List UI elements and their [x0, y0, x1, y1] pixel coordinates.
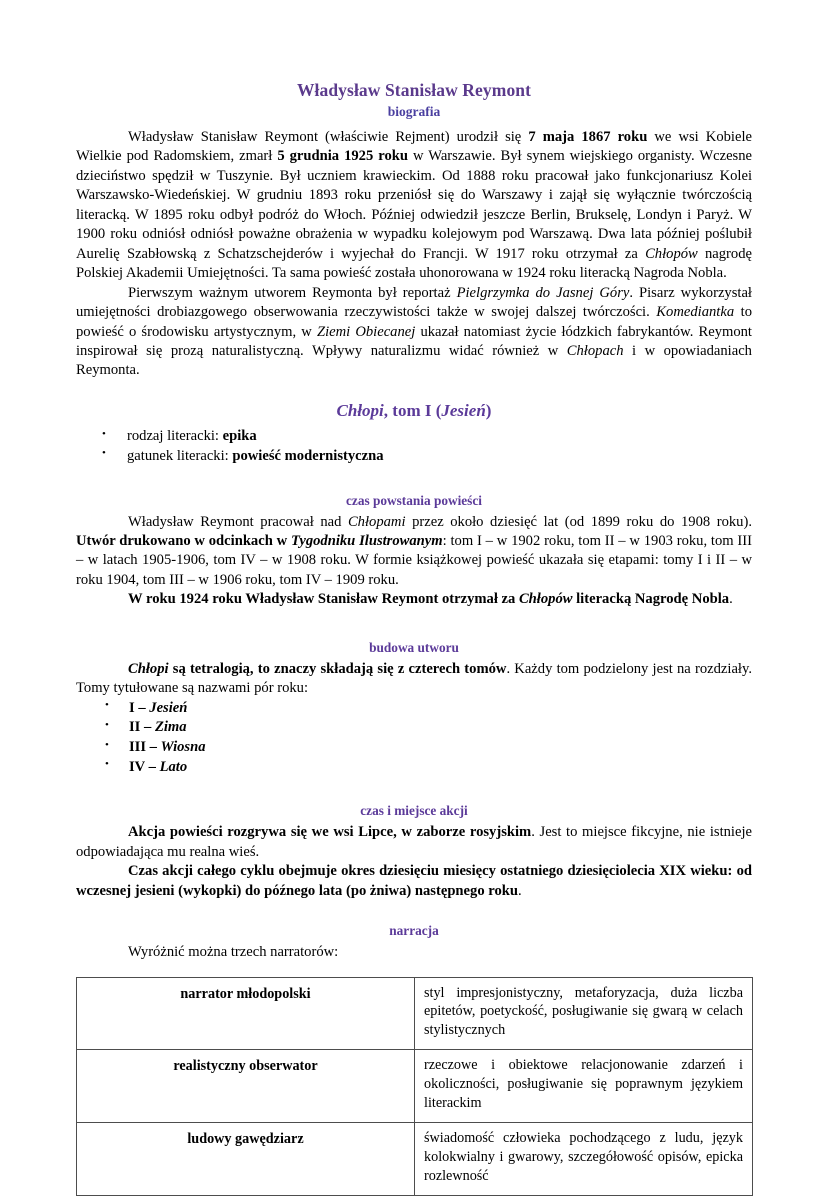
cp-p1-seg3: : tom I – w 1902 roku, tom II – w 1903 roku, tom III – w latach 1905-1906, tom IV – w 1908 roku. W formie książkowej powieść ukazała się etapami: tomy I i II – w roku 1904, tom III – w 1906 roku, tom IV – 1909 roku.: [76, 533, 752, 588]
section-title-italic-chlopi: Chłopi: [337, 401, 384, 420]
czas-miejsce-paragraph-2: [76, 862, 752, 901]
narrators-table-body: [77, 977, 753, 1196]
narrator-description: styl impresjonistyczny, metaforyzacja, duża liczba epitetów, poetyckość, posługiwanie się gwarą w celach stylistycznych: [415, 977, 753, 1050]
bio-p2-title-komediantka: Komediantka: [656, 304, 734, 320]
cp-p2-bold2: literacką Nagrodę Nobla: [572, 591, 729, 607]
document-content: [76, 0, 752, 1196]
bio-p2-seg5: i w opowiadaniach Reymonta.: [76, 343, 752, 378]
bio-p2-seg4: ukazał natomiast życie łódzkich fabrykantów. Reymont inspirował się prozą naturalistyczną. Wpływy naturalizmu widać również w: [76, 324, 752, 359]
list-item: [76, 718, 752, 738]
cp-p1-title-tygodnik: Tygodniku Ilustrowanym: [291, 533, 443, 549]
subheading-narracja: narracja: [76, 923, 752, 939]
cp-p2-bold1: W roku 1924 roku Władysław Stanisław Reymont otrzymał za: [128, 591, 519, 607]
list-item: [76, 427, 752, 447]
volumes-list: [76, 699, 752, 778]
cp-p2-seg1: .: [729, 591, 733, 607]
narrator-type: realistyczny obserwator: [77, 1050, 415, 1123]
bio-p1-deathdate: 5 grudnia 1925 roku: [277, 148, 408, 164]
cm-p2-seg1: .: [518, 883, 522, 899]
list-item: [76, 699, 752, 719]
bio-p2-title-pielgrzymka: Pielgrzymka do Jasnej Góry: [457, 285, 630, 301]
bio-p2-seg2: . Pisarz wykorzystał umiejętności drobiazgowego obserwowania rzeczywistości także w swojej dalszej twórczości.: [76, 285, 752, 320]
bu-p1-title-chlopi: Chłopi: [128, 661, 169, 677]
bio-p2-seg1: Pierwszym ważnym utworem Reymonta był reportaż: [128, 285, 457, 301]
cp-p1-title-chlopami: Chłopami: [348, 514, 406, 530]
bio-p1-seg2: we wsi Kobiele Wielkie pod Radomskiem, zmarł: [76, 129, 752, 164]
bio-p2-seg3: to powieść o środowisku artystycznym, w: [76, 304, 752, 339]
bu-p1-bold1: są tetralogią, to znaczy składają się z czterech tomów: [169, 661, 507, 677]
volume-number: I –: [129, 700, 149, 716]
list-item: [76, 758, 752, 778]
czas-powstania-paragraph-1: [76, 513, 752, 591]
chlopi-genre-list: [76, 427, 752, 466]
cm-p2-bold1: Czas akcji całego cyklu obejmuje okres dziesięciu miesięcy ostatniego dziesięciolecia XIX wieku: od wczesnej jesieni (wykopki) do późnego lata (po żniwa) następnego roku: [76, 863, 752, 898]
bio-p1-title-chlopow: Chłopów: [645, 246, 698, 262]
czas-powstania-paragraph-2: [76, 590, 752, 609]
narrators-table: [76, 977, 753, 1196]
narrator-description: świadomość człowieka pochodzącego z ludu, język kolokwialny i gwarowy, szczegółowość opisów, epicka rozlewność: [415, 1123, 753, 1196]
volume-number: III –: [129, 739, 161, 755]
table-row: [77, 1050, 753, 1123]
cp-p2-title-chlopow: Chłopów: [519, 591, 573, 607]
bio-p2-title-chlopach: Chłopach: [567, 343, 624, 359]
cm-p1-bold1: Akcja powieści rozgrywa się we wsi Lipce, w zaborze rosyjskim: [128, 824, 531, 840]
list-item: [76, 447, 752, 467]
list-item: [76, 738, 752, 758]
section-title-italic-jesien: Jesień: [441, 401, 485, 420]
volume-number: IV –: [129, 759, 160, 775]
volume-name: Jesień: [149, 700, 187, 716]
volume-number: II –: [129, 719, 155, 735]
subheading-czas-i-miejsce-akcji: czas i miejsce akcji: [76, 803, 752, 819]
page-subtitle: biografia: [76, 101, 752, 120]
cp-p1-seg1: Władysław Reymont pracował nad: [128, 514, 348, 530]
subheading-budowa-utworu: budowa utworu: [76, 640, 752, 656]
subheading-czas-powstania: czas powstania powieści: [76, 493, 752, 509]
bio-p1-seg4: nagrodę Polskiej Akademii Umiejętności. Ta sama powieść została uhonorowana w 1924 roku literacką Nagroda Nobla.: [76, 246, 752, 281]
bullet-value: epika: [223, 428, 257, 444]
cp-p1-bold1: Utwór drukowano w odcinkach w: [76, 533, 291, 549]
volume-name: Wiosna: [161, 739, 206, 755]
narrator-type: ludowy gawędziarz: [77, 1123, 415, 1196]
narracja-intro: Wyróżnić można trzech narratorów:: [76, 943, 752, 962]
czas-miejsce-paragraph-1: [76, 823, 752, 862]
section-title-chlopi-tom-1: [76, 401, 752, 421]
bullet-label: gatunek literacki:: [127, 448, 232, 464]
bullet-label: rodzaj literacki:: [127, 428, 223, 444]
narrator-type: narrator młodopolski: [77, 977, 415, 1050]
cp-p1-seg2: przez około dziesięć lat (od 1899 roku do 1908 roku).: [406, 514, 752, 530]
narrator-description: rzeczowe i obiektowe relacjonowanie zdarzeń i okoliczności, posługiwanie się poprawnym językiem literackim: [415, 1050, 753, 1123]
bullet-value: powieść modernistyczna: [232, 448, 383, 464]
section-title-plain-2: ): [486, 401, 492, 420]
bio-p2-title-ziemia-obiecana: Ziemi Obiecanej: [317, 324, 415, 340]
volume-name: Lato: [160, 759, 188, 775]
bu-p1-seg1: . Każdy tom podzielony jest na rozdziały. Tomy tytułowane są nazwami pór roku:: [76, 661, 752, 696]
section-title-plain-1: , tom I (: [384, 401, 442, 420]
cm-p1-seg1: . Jest to miejsce fikcyjne, nie istnieje odpowiadająca mu realna wieś.: [76, 824, 752, 859]
volume-name: Zima: [155, 719, 187, 735]
biography-paragraph-1: [76, 128, 752, 284]
bio-p1-seg1: Władysław Stanisław Reymont (właściwie Rejment) urodził się: [128, 129, 528, 145]
bio-p1-birthdate: 7 maja 1867 roku: [528, 129, 647, 145]
table-row: [77, 1123, 753, 1196]
biography-paragraph-2: [76, 284, 752, 381]
page-title: Władysław Stanisław Reymont: [76, 0, 752, 101]
budowa-paragraph-1: [76, 660, 752, 699]
table-row: [77, 977, 753, 1050]
bio-p1-seg3: w Warszawie. Był synem wiejskiego organisty. Wczesne dzieciństwo spędził w Tuszynie. Był uczniem krawieckim. Od 1888 roku pracował jako funkcjonariusz Kolei Warszawsko-Wiedeńskiej. W grudniu 1893 roku przeniósł się do Warszawy i zajął się wyłącznie twórczością literacką. W 1895 roku odbył podróż do Włoch. Później odwiedził jeszcze Berlin, Brukselę, Londyn i Paryż. W 1900 roku odniósł odniósł poważne obrażenia w wypadku kolejowym pod Warszawą. Dwa lata później poślubił Aurelię Szabłowską z Schatzschejderów i wyjechał do Francji. W 1917 roku otrzymał za: [76, 148, 752, 261]
